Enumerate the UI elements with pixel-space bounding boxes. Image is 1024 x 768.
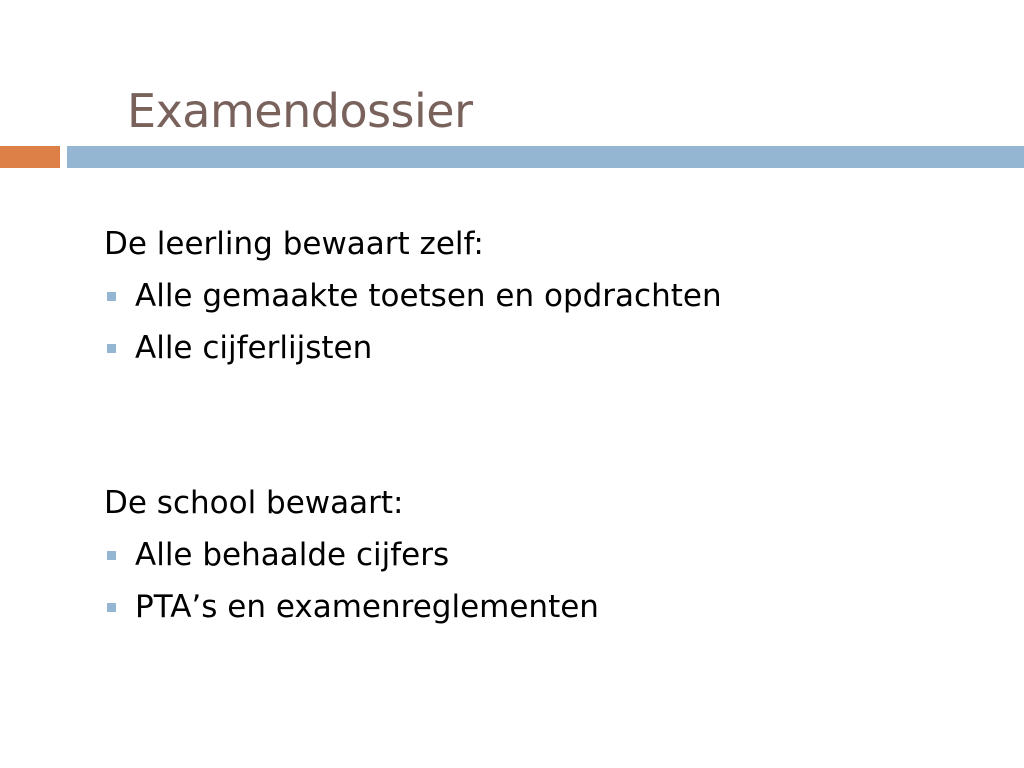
slide-title: Examendossier bbox=[127, 84, 473, 138]
list-item-text: Alle gemaakte toetsen en opdrachten bbox=[135, 278, 722, 314]
list-item-text: Alle behaalde cijfers bbox=[135, 537, 450, 573]
list-item-text: Alle cijferlijsten bbox=[135, 330, 373, 366]
list-item bbox=[104, 529, 1004, 581]
list-item-text: PTA’s en examenreglementen bbox=[135, 589, 599, 625]
section-student bbox=[104, 218, 1004, 374]
square-bullet-icon bbox=[107, 292, 116, 301]
list-item bbox=[104, 581, 1004, 633]
slide-body bbox=[104, 218, 1004, 633]
section-heading: De leerling bewaart zelf: bbox=[104, 226, 484, 262]
section-heading: De school bewaart: bbox=[104, 485, 404, 521]
square-bullet-icon bbox=[107, 344, 116, 353]
title-accent-bar-orange bbox=[0, 146, 60, 168]
list-item bbox=[104, 270, 1004, 322]
title-accent-bar-blue bbox=[67, 146, 1024, 168]
list-item bbox=[104, 322, 1004, 374]
square-bullet-icon bbox=[107, 551, 116, 560]
square-bullet-icon bbox=[107, 603, 116, 612]
section-school bbox=[104, 477, 1004, 633]
